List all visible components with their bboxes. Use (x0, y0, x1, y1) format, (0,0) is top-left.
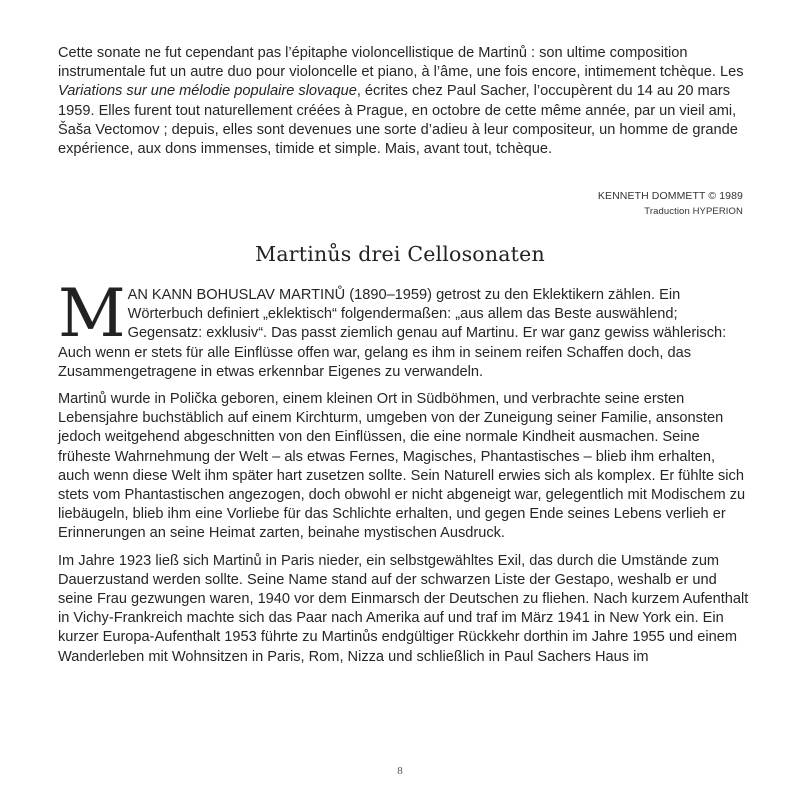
credit-translation: Traduction HYPERION (644, 206, 743, 217)
german-paragraph-3: Im Jahre 1923 ließ sich Martinů in Paris nieder, ein selbstgewähltes Exil, das durch die Umstände zum Dauerzustand werden sollte. Seine Name stand auf der schwarzen Liste der Gestapo, weshalb er und seine Frau gezwungen waren, 1940 vor dem Einmarsch der Deutschen zu fliehen. Nach kurzem Aufenthalt in Vichy-Frankreich machte sich das Paar nach Amerika auf und traf im März 1941 in New York ein. Ein kurzer Europa-Aufenthalt 1953 führte zu Martinůs endgültiger Rückkehr dorthin im Jahre 1955 und einem Wanderleben mit Wohnsitzen in Paris, Rom, Nizza und schließlich in Paul Sachers Haus im (58, 552, 749, 665)
section-heading: Martinůs drei Cellosonaten (255, 242, 545, 266)
german-paragraph-1 (58, 275, 750, 382)
french-text-end: , écrites chez Paul Sacher, l’occupèrent du 14 au 20 mars 1959. Elles furent tout naturellement créées à Prague, en octobre de cette même année, par un vieil ami, Šaša Vectomov ; depuis, elles sont devenues une sorte d’adieu à leur compositeur, un homme de grande expérience, aux dons immenses, timide et simple. Mais, avant tout, tchèque. (58, 83, 738, 158)
page-number: 8 (397, 765, 403, 777)
french-paragraph (58, 44, 748, 159)
drop-cap: M (58, 275, 124, 352)
credit-author: KENNETH DOMMETT © 1989 (597, 190, 743, 202)
french-text-start: Cette sonate ne fut cependant pas l’épitaphe violoncellistique de Martinů : son ultime composition instrumentale fut un autre duo pour violoncelle et piano, à l’âme, une fois encore, intimement tchèque. Les (58, 45, 744, 81)
german-paragraph-1-text: AN KANN BOHUSLAV MARTINŮ (1890–1959) getrost zu den Eklektikern zählen. Ein Wörterbuch definiert „eklektisch“ folgendermaßen: „aus allem das Beste auswählend; Gegensatz: exklusiv“. Das passt ziemlich genau auf Martinu. Er war ganz gewiss wählerisch: Auch wenn er stets für alle Einflüsse offen war, gelang es ihm in seinem reifen Schaffen doch, das Zusammengetragene in etwas erkennbar Eigenes zu verwandeln. (58, 287, 727, 380)
german-text (58, 275, 750, 675)
french-italic-title: Variations sur une mélodie populaire slovaque (58, 83, 357, 100)
german-paragraph-2: Martinů wurde in Polička geboren, einem kleinen Ort in Südböhmen, und verbrachte seine ersten Lebensjahre buchstäblich auf einem Kirchturm, umgeben von der Zuneigung seiner Familie, ansonsten jedoch weitgehend abgeschnitten von den Einflüssen, die eine normale Kindheit ausmachen. Seine früheste Wahrnehmung der Welt – als etwas Fernes, Magisches, Phantastisches – blieb ihm erhalten, auch wenn diese Welt ihm später hart zusetzen sollte. Sein Naturell erwies sich als komplex. Er fühlte sich stets vom Phantastischen angezogen, doch obwohl er nicht abgeneigt war, gelegentlich mit Modischem zu liebäugeln, blieb ihm eine Vorliebe für das Schlichte erhalten, und gegen Ende seines Lebens verlieh er Erinnerungen an seine Heimat zarten, beinahe mystischen Ausdruck. (58, 391, 746, 542)
